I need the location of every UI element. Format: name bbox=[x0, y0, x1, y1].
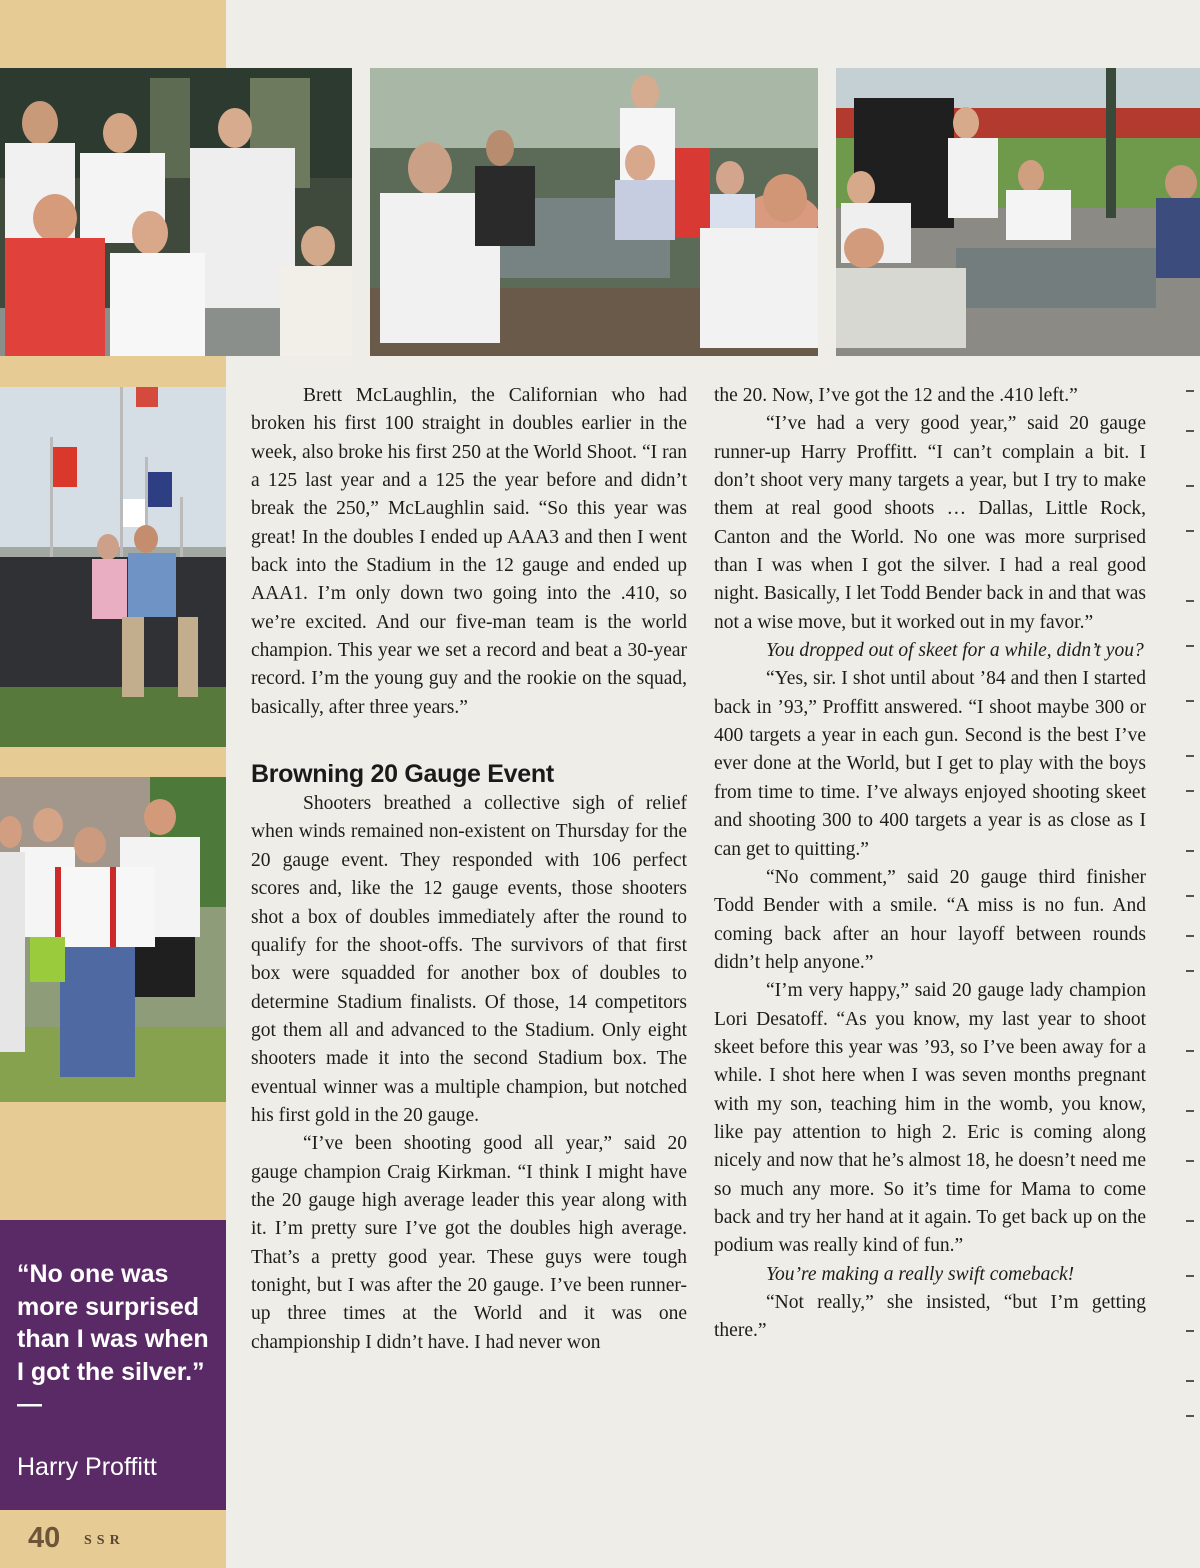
magazine-name: SSR bbox=[84, 1533, 125, 1548]
pull-quote-text: “No one was more surprised than I was when I got the silver.” — bbox=[17, 1260, 209, 1418]
article-paragraph: “I’m very happy,” said 20 gauge lady champion Lori Desatoff. “As you know, my last year to shoot skeet before this year was ’93, so I’ve been away for a while. I shot here when I was seven months pregnant with my son, teaching him in the womb, you know, like pay attention to high 2. Eric is coming along nicely and now that he’s almost 18, he doesn’t need me so much any more. So it’s time for Mama to come back and try her hand at it again. To get back up on the podium was really kind of fun.” bbox=[714, 980, 1146, 1257]
photo-men-field bbox=[0, 777, 226, 1102]
page-number: 40 bbox=[28, 1522, 61, 1554]
photo-group-table bbox=[0, 68, 352, 356]
article-paragraph: “I’ve had a very good year,” said 20 gauge runner-up Harry Proffitt. “I can’t complain a bit. I don’t shoot very many targets a year, but I try to make them at real good shoots … Dallas, Little Rock, Canton and the World. No one was more surprised than I was when I got the silver. I had a real good night. Basically, I let Todd Bender back in and that was not a wise move, but it worked out in my favor.” bbox=[714, 413, 1146, 633]
interview-question: You’re making a really swift comeback! bbox=[766, 1263, 1075, 1285]
pull-quote-attribution: Harry Proffitt bbox=[17, 1453, 157, 1481]
interview-question: You dropped out of skeet for a while, didn’t you? bbox=[766, 640, 1144, 662]
section-heading: Browning 20 Gauge Event bbox=[251, 760, 554, 789]
article-paragraph: Shooters breathed a collective sigh of relief when winds remained non-existent on Thursday for the 20 gauge event. They responded with 106 perfect scores and, like the 12 gauge events, those shooters shot a box of doubles immediately after the round to qualify for the shoot-offs. The survivors of that first box were squadded for another box of doubles to determine Stadium finalists. Of those, 14 competitors got them all and advanced to the Stadium. Only eight shooters made it into the second Stadium box. The eventual winner was a multiple champion, but notched his first gold in the 20 gauge. bbox=[251, 793, 687, 1126]
article-paragraph: “No comment,” said 20 gauge third finisher Todd Bender with a smile. “A miss is no fun. And coming back after an hour layoff between rounds didn’t help anyone.” bbox=[714, 866, 1146, 973]
article-paragraph: “Yes, sir. I shot until about ’84 and then I started back in ’93,” Proffitt answered. “I shoot maybe 300 or 400 targets a year in each gun. Second is the best I’ve ever done at the World, but I get to play with the boys from time to time. I’ve always enjoyed shooting skeet and shooting 300 to 400 targets a year is as close as I can get to quitting.” bbox=[714, 668, 1146, 860]
article-paragraph: Brett McLaughlin, the Californian who had broken his first 100 straight in doubles earlier in the week, also broke his first 250 at the World Shoot. “I ran a 125 last year and a 125 the year before and didn’t break the 250,” McLaughlin said. “So this year was great! In the doubles I ended up AAA3 and then I went back into the Stadium in the 12 gauge and ended up AAA1. I’m only down two going into the .410, so we’re excited. And our five-man team is the world champion. This year we set a record and beat a 30-year record. I’m the young guy and the rookie on the squad, basically, after three years.” bbox=[251, 385, 687, 718]
article-column-2 bbox=[714, 382, 1146, 1346]
article-paragraph: “I’ve been shooting good all year,” said 20 gauge champion Craig Kirkman. “I think I might have the 20 gauge high average leader this year along with it. I’m pretty sure I’ve got the doubles high average. That’s a pretty good year. These guys were tough tonight, but I was after the 20 gauge. I’ve been runner-up three times at the World and it was one championship I didn’t have. I had never won bbox=[251, 1133, 687, 1353]
photo-shooters-patio bbox=[370, 68, 818, 356]
photo-outdoor-tables bbox=[836, 68, 1200, 356]
photo-couple-flags bbox=[0, 387, 226, 747]
article-column-1 bbox=[251, 382, 687, 1357]
article-paragraph: the 20. Now, I’ve got the 12 and the .410 left.” bbox=[714, 385, 1078, 406]
scan-edge-marks bbox=[1180, 370, 1200, 1430]
article-paragraph: “Not really,” she insisted, “but I’m getting there.” bbox=[714, 1292, 1146, 1342]
pull-quote bbox=[0, 1220, 226, 1510]
